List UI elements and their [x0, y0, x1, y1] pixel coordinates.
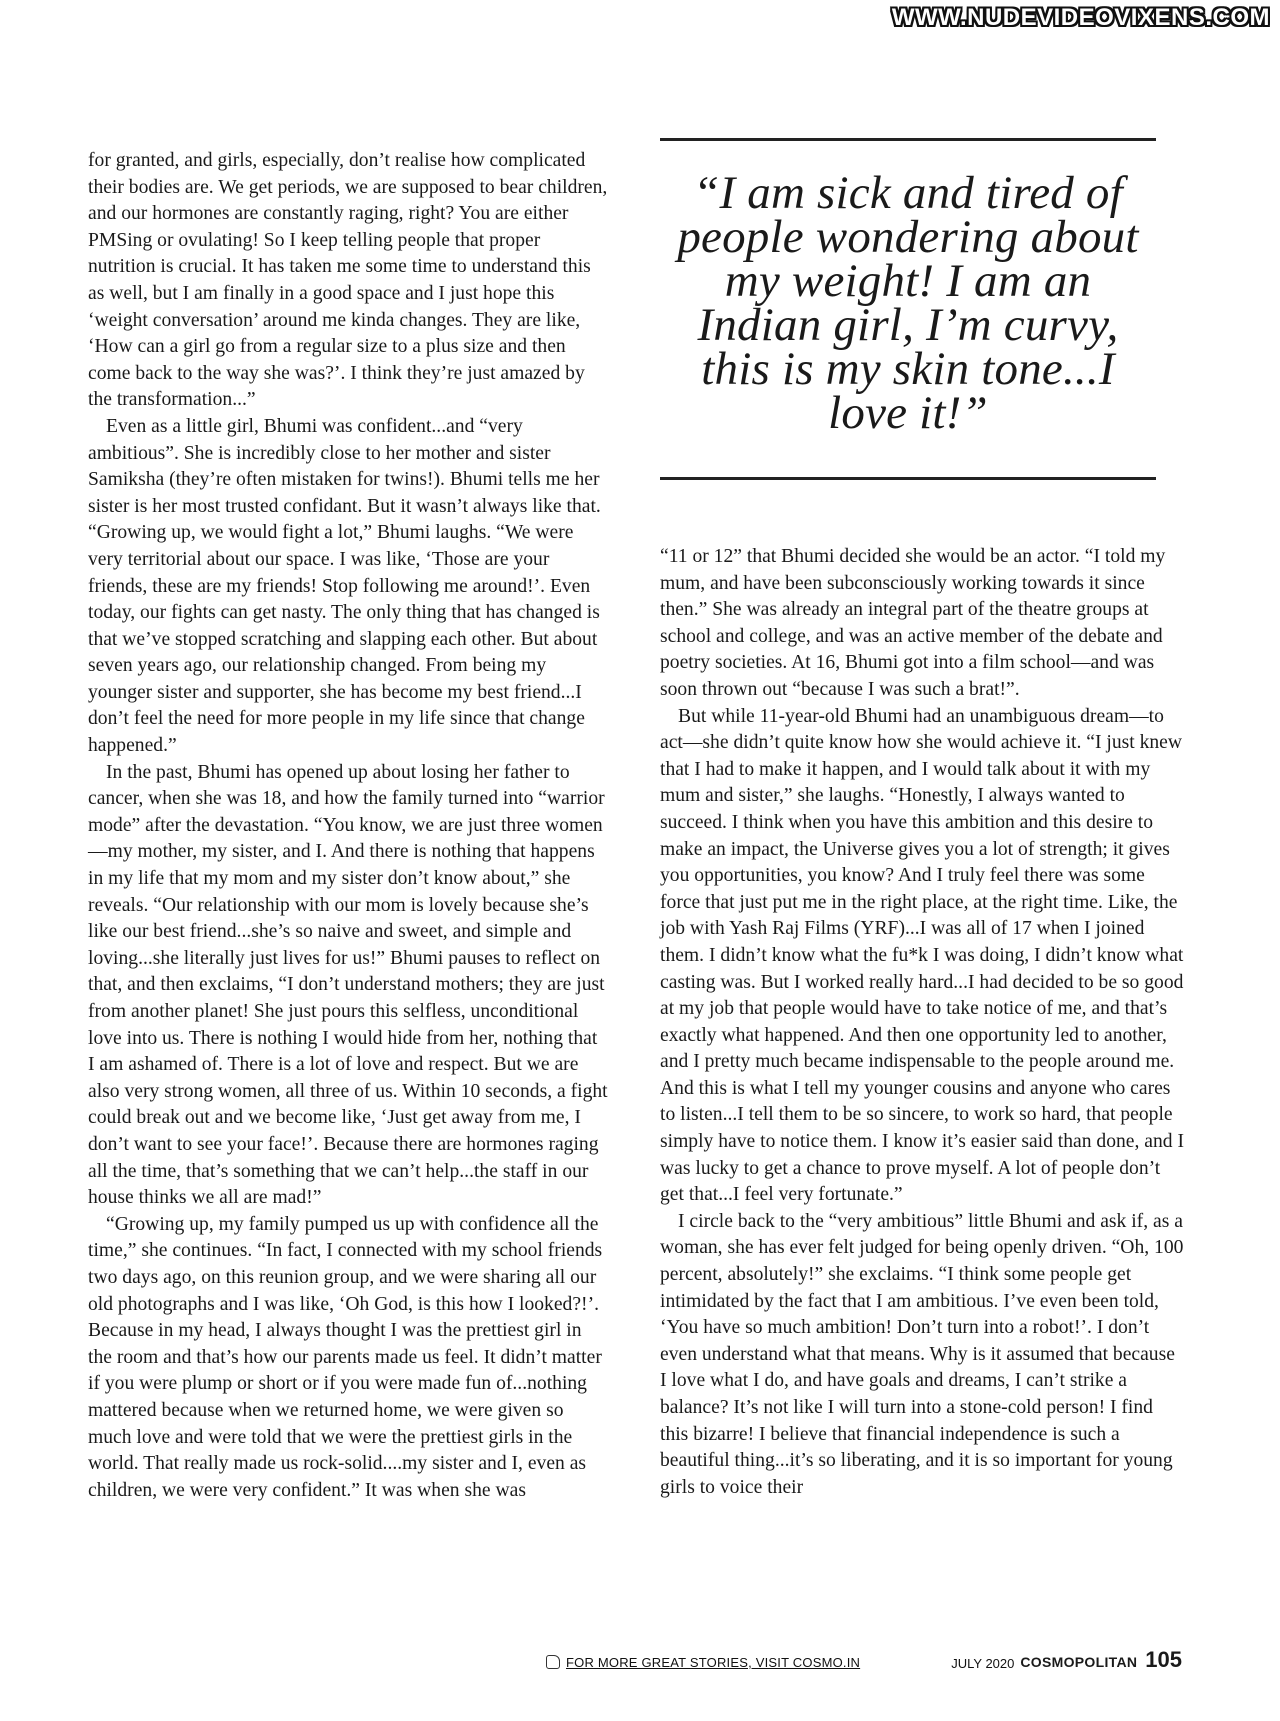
paragraph: “Growing up, my family pumped us up with confidence all the time,” she continues. “In fact, I connected with my school friends two days ago, on this reunion group, and we were sharing all our old photographs and I was like, ‘Oh God, is this how I looked?!’. Because in my head, I always thought I was the prettiest girl in the room and that’s how our parents made us feel. It didn’t matter if you were plump or short or if you were made fun of...nothing mattered because when we returned home, we were given so much love and were told that we were the prettiest girls in the world. That really made us rock-solid....my sister and I, even as children, we were very confident.” It was when she was	[88, 1213, 603, 1501]
issue-date: JULY 2020	[951, 1656, 1015, 1671]
paragraph: In the past, Bhumi has opened up about losing her father to cancer, when she was 18, and how the family turned into “warrior mode” after the devastation. “You know, we are just three women—my mother, my sister, and I. And there is nothing that happens in my life that my mom and my sister don’t know about,” she reveals. “Our relationship with our mom is lovely because she’s like our best friend...she’s so naive and sweet, and simple and loving...she literally just lives for us!” Bhumi pauses to reflect on that, and then exclaims, “I don’t understand mothers; they are just from another planet! She just pours this selfless, unconditional love into us. There is nothing I would hide from her, nothing that I am ashamed of. There is a lot of love and respect. But we are also very strong women, all three of us. Within 10 seconds, a fight could break out and we become like, ‘Just get away from me, I don’t want to see your face!’. Because there are hormones raging all the time, that’s something that we can’t help...the staff in our house thinks we all are mad!”	[88, 761, 608, 1209]
article-column-right	[660, 544, 1185, 1501]
paragraph: “11 or 12” that Bhumi decided she would be an actor. “I told my mum, and have been subconsciously working towards it since then.” She was already an integral part of the theatre groups at school and college, and was an active member of the debate and poetry societies. At 16, Bhumi got into a film school—and was soon thrown out “because I was such a brat!”.	[660, 546, 1166, 700]
pull-quote	[660, 138, 1156, 480]
pull-quote-text: “I am sick and tired of people wondering about my weight! I am an Indian girl, I’m curvy, this is my skin tone...I love it!”	[677, 167, 1139, 439]
footer-link[interactable]: FOR MORE GREAT STORIES, VISIT COSMO.IN	[566, 1655, 861, 1670]
watermark: WWW.NUDEVIDEOVIXENS.COM	[891, 4, 1270, 31]
magazine-name: COSMOPOLITAN	[1020, 1654, 1138, 1670]
page-footer	[0, 1647, 1280, 1681]
paragraph: But while 11-year-old Bhumi had an unambiguous dream—to act—she didn’t quite know how she would achieve it. “I just knew that I had to make it happen, and I would talk about it with my mum and sister,” she laughs. “Honestly, I always wanted to succeed. I think when you have this ambition and this desire to make an impact, the Universe gives you a lot of strength; it gives you opportunities, you know? And I truly feel there was some force that just put me in the right place, at the right time. Like, the job with Yash Raj Films (YRF)...I was all of 17 when I joined them. I didn’t know what the fu*k I was doing, I didn’t know what casting was. But I worked really hard...I had decided to be so good at my job that people would have to take notice of me, and that’s exactly what happened. And then one opportunity led to another, and I pretty much became indispensable to the people around me. And this is what I tell my younger cousins and anyone who cares to listen...I tell them to be so sincere, to work so hard, that people simply have to notice them. I know it’s easier said than done, and I was lucky to get a chance to prove myself. A lot of people don’t get that...I feel very fortunate.”	[660, 705, 1185, 1206]
paragraph: for granted, and girls, especially, don’t realise how complicated their bodies are. We get periods, we are supposed to bear children, and our hormones are constantly raging, right? You are either PMSing or ovulating! So I keep telling people that proper nutrition is crucial. It has taken me some time to understand this as well, but I am finally in a good space and I just hope this ‘weight conversation’ around me kinda changes. They are like, ‘How can a girl go from a regular size to a plus size and then come back to the way she was?’. I think they’re just amazed by the transformation...”	[88, 150, 608, 411]
page-number: 105	[1145, 1647, 1182, 1672]
paragraph: Even as a little girl, Bhumi was confident...and “very ambitious”. She is incredibly close to her mother and sister Samiksha (they’re often mistaken for twins!). Bhumi tells me her sister is her most trusted confidant. But it wasn’t always like that. “Growing up, we would fight a lot,” Bhumi laughs. “We were very territorial about our space. I was like, ‘Those are your friends, these are my friends! Stop following me around!’. Even today, our fights can get nasty. The only thing that has changed is that we’ve stopped scratching and slapping each other. But about seven years ago, our relationship changed. From being my younger sister and supporter, she has become my best friend...I don’t feel the need for more people in my life since that change happened.”	[88, 415, 601, 757]
paragraph: I circle back to the “very ambitious” little Bhumi and ask if, as a woman, she has ever felt judged for being openly driven. “Oh, 100 percent, absolutely!” she exclaims. “I think some people get intimidated by the fact that I am ambitious. I’ve even been told, ‘You have so much ambition! Don’t turn into a robot!’. I don’t even understand what that means. Why is it assumed that because I love what I do, and have goals and dreams, I can’t strike a balance? It’s not like I will turn into a stone-cold person! I find this bizarre! I believe that financial independence is such a beautiful thing...it’s so liberating, and it is so important for young girls to voice their	[660, 1210, 1184, 1498]
article-column-left	[88, 148, 608, 1504]
